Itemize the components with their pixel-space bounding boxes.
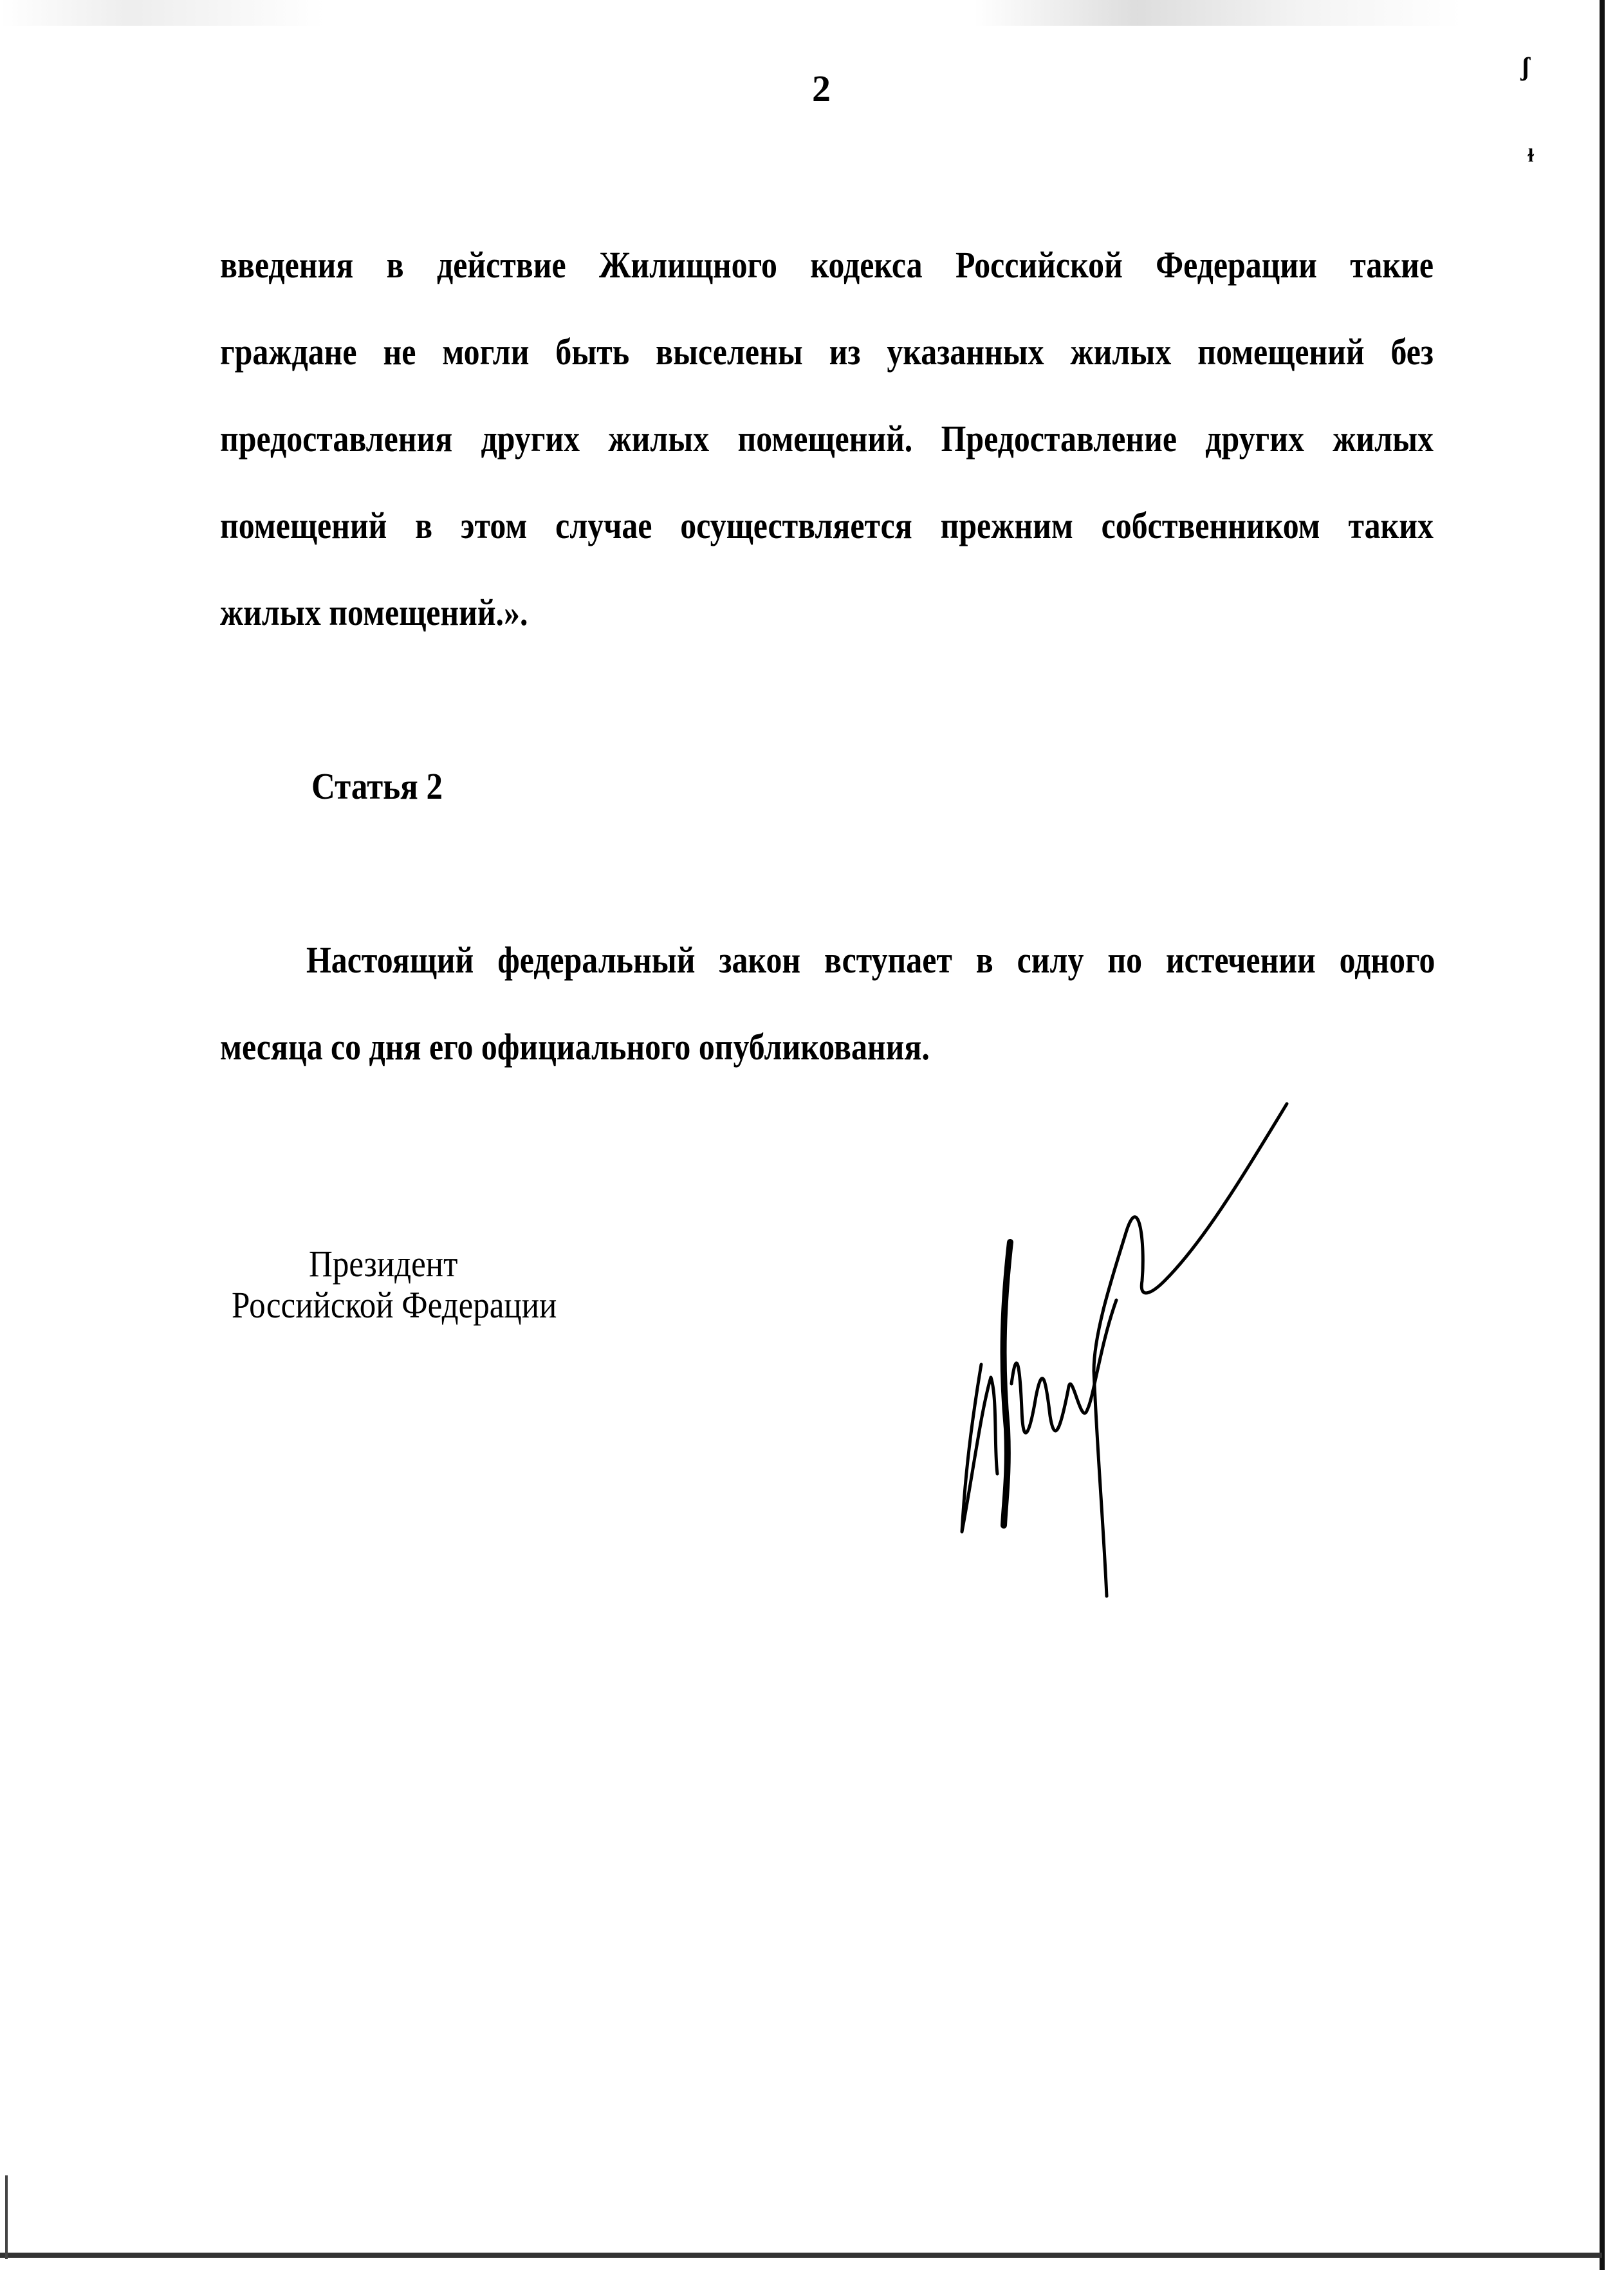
signatory-title: Президент [309, 1243, 458, 1285]
scan-border-left [5, 2175, 8, 2259]
page-number: 2 [812, 68, 831, 109]
text-line: введения в действие Жилищного кодекса Российской Федерации такие [220, 244, 1434, 286]
text-line: Настоящий федеральный закон вступает в силу по истечении одного [306, 939, 1435, 981]
signatory-title: Российской Федерации [232, 1284, 557, 1326]
scan-border-bottom [0, 2253, 1602, 2258]
scan-mark: ʃ [1522, 52, 1530, 81]
scan-mark: ɫ [1528, 145, 1534, 166]
handwritten-signature [933, 1088, 1306, 1603]
text-line: граждане не могли быть выселены из указанных жилых помещений без [220, 331, 1434, 373]
text-line: предоставления других жилых помещений. Предоставление других жилых [220, 418, 1434, 460]
scan-artifact [0, 0, 1624, 26]
text-line: месяца со дня его официального опубликования. [220, 1026, 930, 1068]
scan-border-right [1600, 0, 1605, 2270]
text-line: жилых помещений.». [220, 591, 528, 633]
text-line: помещений в этом случае осуществляется прежним собственником таких [220, 505, 1434, 546]
article-heading: Статья 2 [311, 765, 443, 807]
